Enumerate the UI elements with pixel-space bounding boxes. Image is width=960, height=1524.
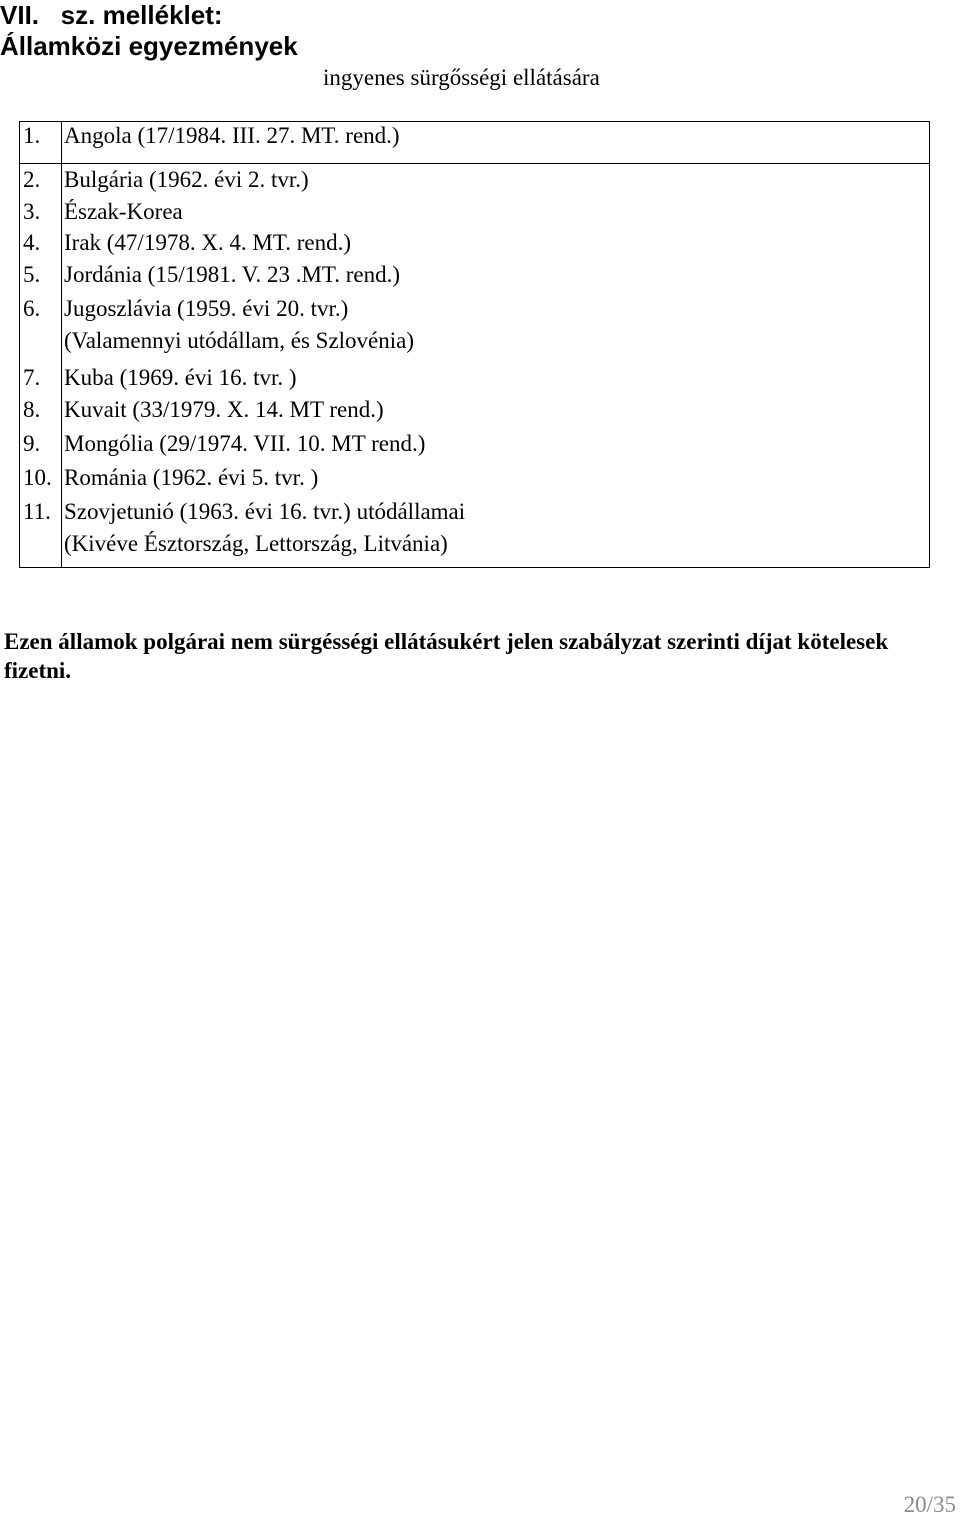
row-text: Románia (1962. évi 5. tvr. ) (64, 465, 319, 490)
row-text: Észak-Korea (64, 199, 183, 224)
row-text: Kuba (1969. évi 16. tvr. ) (64, 365, 297, 390)
table-row (23, 293, 414, 357)
annex-subtitle: ingyenes sürgősségi ellátására (323, 65, 600, 90)
annex-heading-line2: Államközi egyezmények (0, 31, 298, 61)
table-row (23, 496, 465, 560)
annex-heading (0, 0, 298, 62)
row-number: 7. (23, 365, 41, 390)
row-continuation: (Valamennyi utódállam, és Szlovénia) (64, 328, 415, 353)
row-text: Mongólia (29/1974. VII. 10. MT rend.) (64, 431, 426, 456)
row-number: 10. (23, 465, 52, 490)
row-number: 2. (23, 167, 41, 192)
page-number: 20/35 (903, 1492, 956, 1517)
row-number: 6. (23, 296, 41, 321)
table-row (23, 120, 400, 152)
row-number: 3. (23, 199, 41, 224)
annex-heading-line1: VII. sz. melléklet: (0, 0, 223, 30)
row-text: Kuvait (33/1979. X. 14. MT rend.) (64, 397, 384, 422)
row-continuation: (Kivéve Észtország, Lettország, Litvánia) (64, 531, 448, 556)
row-text: Irak (47/1978. X. 4. MT. rend.) (64, 230, 352, 255)
table-row (23, 394, 384, 426)
table-row (23, 362, 297, 394)
row-number: 4. (23, 230, 41, 255)
row-number: 11. (23, 499, 51, 524)
row-number: 8. (23, 397, 41, 422)
table-row (23, 259, 400, 291)
table-row (23, 428, 425, 460)
row-text: Jugoszlávia (1959. évi 20. tvr.) (64, 296, 349, 321)
row-text: Angola (17/1984. III. 27. MT. rend.) (64, 123, 400, 148)
row-number: 9. (23, 431, 41, 456)
row-number: 1. (23, 123, 41, 148)
fee-notice: Ezen államok polgárai nem sürgésségi ellátásukért jelen szabályzat szerinti díjat kötelesek fizetni. (4, 629, 889, 683)
row-text: Bulgária (1962. évi 2. tvr.) (64, 167, 309, 192)
row-number: 5. (23, 262, 41, 287)
table-row (23, 164, 309, 196)
row-text: Szovjetunió (1963. évi 16. tvr.) utódállamai (64, 499, 466, 524)
table-row (23, 227, 351, 259)
row-text: Jordánia (15/1981. V. 23 .MT. rend.) (64, 262, 401, 287)
table-row (23, 196, 183, 228)
table-row (23, 462, 318, 494)
